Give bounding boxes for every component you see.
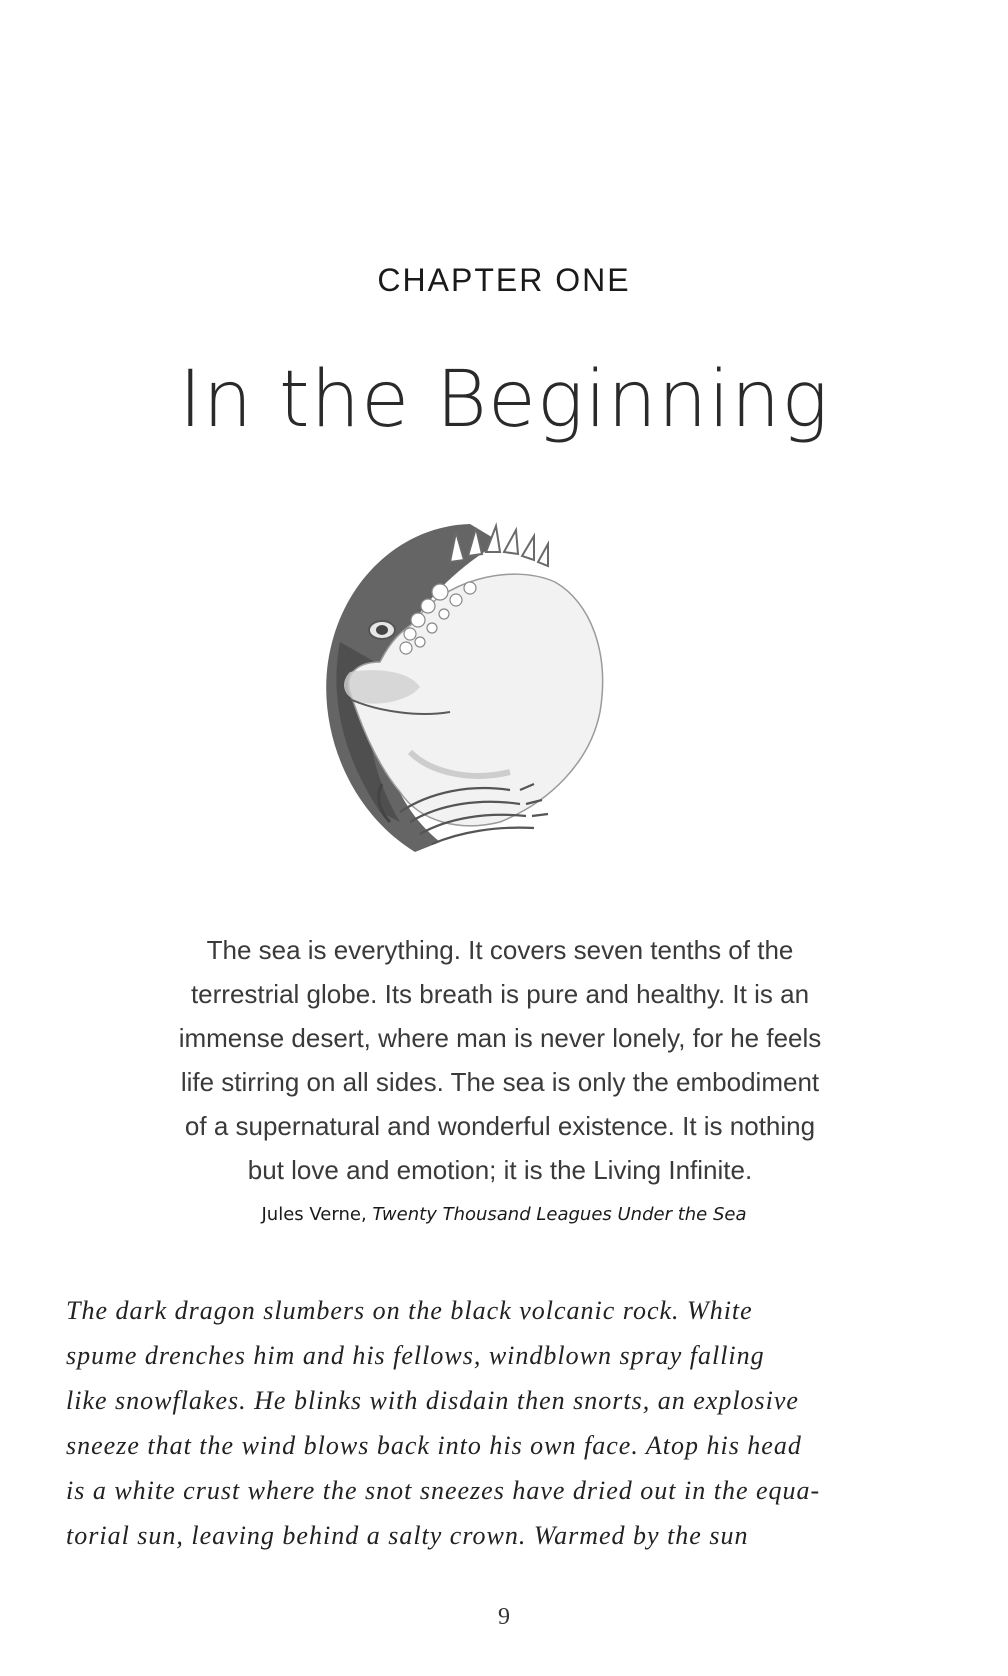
epigraph-line: life stirring on all sides. The sea is only the embodiment [180, 1067, 820, 1097]
marine-iguana-icon [320, 522, 616, 858]
page-number: 9 [498, 1604, 510, 1630]
body-line [66, 1513, 902, 1558]
epigraph-work-title: Twenty Thousand Leagues Under the Sea [372, 1204, 747, 1225]
epigraph-attribution [0, 1204, 1008, 1225]
body-line-text: The dark dragon slumbers on the black volcanic rock. White [66, 1296, 753, 1325]
epigraph-quote [120, 928, 880, 1192]
body-line [66, 1288, 902, 1333]
body-line [66, 1423, 902, 1468]
epigraph-line: terrestrial globe. Its breath is pure and healthy. It is an [190, 979, 810, 1009]
body-line [66, 1468, 902, 1513]
epigraph-line: but love and emotion; it is the Living Infinite. [247, 1155, 753, 1185]
marine-iguana-illustration [320, 522, 616, 858]
body-line [66, 1333, 902, 1378]
epigraph-author: Jules Verne, [261, 1204, 367, 1225]
epigraph-line: of a supernatural and wonderful existence. It is nothing [184, 1111, 816, 1141]
body-line-text: torial sun, leaving behind a salty crown. Warmed by the sun [66, 1521, 749, 1550]
chapter-body-text [66, 1288, 902, 1558]
body-line-text: sneeze that the wind blows back into his own face. Atop his head [66, 1431, 802, 1460]
body-line-text: is a white crust where the snot sneezes have dried out in the equa- [66, 1476, 821, 1505]
chapter-label: CHAPTER ONE [377, 262, 631, 298]
chapter-title: In the Beginning [178, 355, 830, 445]
body-line-text: like snowflakes. He blinks with disdain then snorts, an explosive [66, 1386, 799, 1415]
body-line-text: spume drenches him and his fellows, windblown spray falling [66, 1341, 765, 1370]
epigraph-line: The sea is everything. It covers seven tenths of the [206, 935, 794, 965]
epigraph-line: immense desert, where man is never lonely, for he feels [178, 1023, 822, 1053]
body-line [66, 1378, 902, 1423]
